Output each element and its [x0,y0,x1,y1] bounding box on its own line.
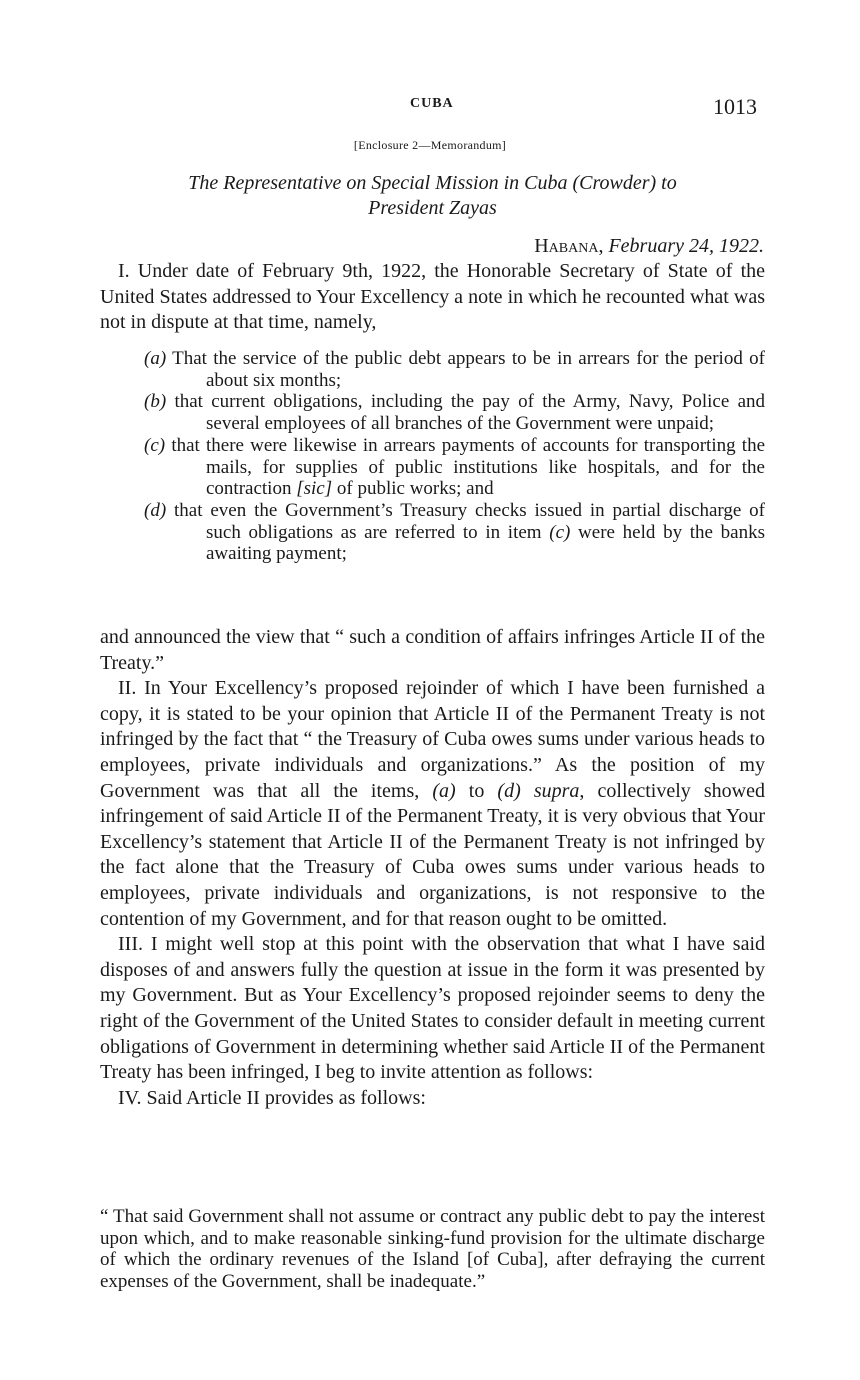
running-head [0,94,860,122]
item-text: that current obligations, including the pay of the Army, Navy, Police and several employees of all branches of the Government were unpaid; [174,391,766,435]
item-list [144,348,765,565]
treaty-quote [100,1206,765,1293]
main-body [100,625,765,1111]
paragraph-2-text [521,780,534,802]
document-title-line-1: The Representative on Special Mission in Cuba (Crowder) to [188,172,677,194]
item-reference: (d) [497,779,521,802]
item-text: that there were likewise in arrears payments of accounts for transporting the mails, for supplies of public institutions like hospitals, and for the contraction [171,434,766,500]
list-item-b [144,391,765,434]
running-title: CUBA [410,96,454,111]
item-reference: (a) [432,779,456,802]
sic-mark: [sic] [296,478,333,500]
list-item-a [144,348,765,391]
dateline-date: February 24, 1922. [608,235,764,257]
item-reference: (c) [549,521,571,543]
item-label: (d) [144,499,167,521]
item-text-end: of public works; and [332,478,494,500]
item-label: (c) [144,434,166,456]
document-title [100,171,765,221]
item-label: (b) [144,391,167,413]
paragraph-4: IV. Said Article II provides as follows: [118,1086,426,1109]
list-item-c [144,435,765,500]
item-text-end: were held by the banks awaiting payment; [206,521,765,565]
paragraph-3: III. I might well stop at this point with the observation that what I have said disposes of and answers fully the question at issue in the form it was presented by my Government. But as Your Excellency’s proposed rejoinder seems to deny the right of the Government of the United States to consider default in meeting current obligations of Government in determining whether said Article II of the Permanent Treaty has been infringed, I beg to invite attention as follows: [100,933,765,1084]
paragraph-1 [100,259,765,336]
paragraph-2 [100,676,765,932]
dateline-place: Habana, [534,235,604,257]
document-title-line-2: President Zayas [368,197,497,219]
item-text: That the service of the public debt appears to be in arrears for the period of about six months; [172,348,765,391]
paragraph-2-text: , collectively showed infringement of said Article II of the Permanent Treaty, it is very obvious that Your Excellency’s statement that Article II of the Permanent Treaty is not infringed by the fact alone that the Treasury of Cuba owes sums under various heads to employees, private individuals and organizations, is not responsive to the contention of my Government, and for that reason ought to be omitted. [100,779,765,930]
treaty-quote-text: “ That said Government shall not assume or contract any public debt to pay the interest upon which, and to make reasonable sinking-fund provision for the ultimate discharge of which the ordinary revenues of the Island [of Cuba], after defraying the current expenses of the Government, shall be inadequate.” [100,1206,765,1293]
paragraph-2-text: II. In Your Excellency’s proposed rejoinder of which I have been furnished a copy, it is stated to be your opinion that Article II of the Permanent Treaty is not infringed by the fact that “ the Treasury of Cuba owes sums under various heads to employees, private individuals and organizations.” As the position of my Government was that all the items, [100,677,765,802]
list-item-d [144,500,765,565]
enclosure-label: [Enclosure 2—Memorandum] [353,138,507,152]
item-text: that even the Government’s Treasury checks issued in partial discharge of such obligations as are referred to in item [174,499,766,543]
paragraph-2-text: to [455,779,498,802]
supra-word: supra [533,779,580,802]
page-number: 1013 [713,94,757,119]
dateline [534,235,764,258]
item-label: (a) [144,348,167,369]
paragraph-1-text: I. Under date of February 9th, 1922, the Honorable Secretary of State of the United States addressed to Your Excellency a note in which he recounted what was not in dispute at that time, namely, [100,260,765,334]
paragraph-1-end: and announced the view that “ such a condition of affairs infringes Article II of the Treaty.” [100,626,765,674]
